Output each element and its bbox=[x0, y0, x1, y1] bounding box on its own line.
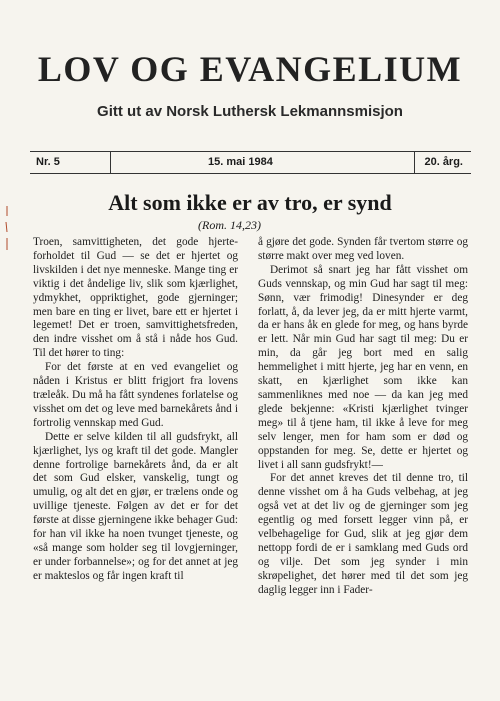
separator bbox=[110, 152, 111, 173]
paragraph: For det første at en ved evangeliet og nåden i Kristus er blitt frigjort fra lovens træleåk. Du må ha fått syndenes forlatelse og visshet om det og leve med barnekårets ånd i fortrolig vennskap med Gud. bbox=[33, 361, 238, 429]
article-title: Alt som ikke er av tro, er synd bbox=[108, 190, 392, 215]
paragraph: Troen, samvittigheten, det gode hjerte-forholdet til Gud — se det er hjertet og livskilden i det nye menneske. Mange ting er viktig i det åndelige liv, slik som kjærlighet, ydmykhet, oppriktighet, gode gjerninger; men bare en ting er livet, bare ett er hjertet i legemet! Det er troen, samvittighetsfreden, den indre visshet om å stå i nåde hos Gud. Til det hører to ting: bbox=[33, 236, 238, 360]
paragraph: å gjøre det gode. Synden får tvertom større og større makt over meg ved loven. bbox=[258, 236, 468, 262]
paragraph: Derimot så snart jeg har fått visshet om Guds vennskap, og min Gud har sagt til meg: Sønn, vær frimodig! Dinesynder er deg forlatt, å, da lever jeg, da er mitt hjerte varmt, da er hans åk en glede for meg, og hans byrde er lett. Når min Gud har sagt til meg: Du er min, da går jeg bort med en salig hemmelighet i mitt hjerte, jeg har en venn, en skatt, en kjærlighet som ikke kan sammenliknes med noe — da kan jeg med glede bekjenne: «Kristi kjærlighet tvinger meg» til å tjene ham, til ikke å leve for meg selv lenger, men for ham som er død og oppstanden for meg. Se, dette er hjertet og livet i all sann gudsfrykt!— bbox=[258, 263, 468, 471]
separator bbox=[414, 152, 415, 173]
issue-bar bbox=[30, 151, 471, 174]
masthead-subtitle: Gitt ut av Norsk Luthersk Lekmannsmisjon bbox=[97, 103, 403, 120]
scripture-reference: (Rom. 14,23) bbox=[198, 218, 261, 232]
article-column-right bbox=[258, 236, 468, 598]
issue-date: 15. mai 1984 bbox=[208, 156, 273, 168]
paragraph: Dette er selve kilden til all gudsfrykt, all kjærlighet, lys og kraft til det gode. Mangler denne fortrolige barnekårets ånd, da er alt det som Gud elsker, vanskelig, tungt og umulig, og alt det en gjør, er trælens onde og uvillige tjeneste. Følgen av det er for det første at disse gjerningene ikke behager Gud: for han vil ikke ha noen tvunget tjeneste, og «så mange som holder seg til lovgjerninger, er under forbannelse»; og for det annet at jeg er makteslos og får ingen kraft til bbox=[33, 430, 238, 582]
issue-volume: 20. årg. bbox=[424, 156, 463, 168]
masthead-title: LOV OG EVANGELIUM bbox=[37, 49, 463, 89]
issue-number: Nr. 5 bbox=[36, 156, 60, 168]
paragraph: For det annet kreves det til denne tro, til denne visshet om å ha Guds velbehag, at jeg også vet at det liv og de gjerninger som jeg egentlig og med forsett legger vinn på, er velbehagelige for Gud, slik at jeg gjør dem nettopp fordi de er i samklang med Guds ord og vilje. Det som jeg synder i min skrøpelighet, det hører med til det som jeg daglig legger inn i Fader- bbox=[258, 472, 468, 596]
article-column-left bbox=[33, 236, 238, 584]
